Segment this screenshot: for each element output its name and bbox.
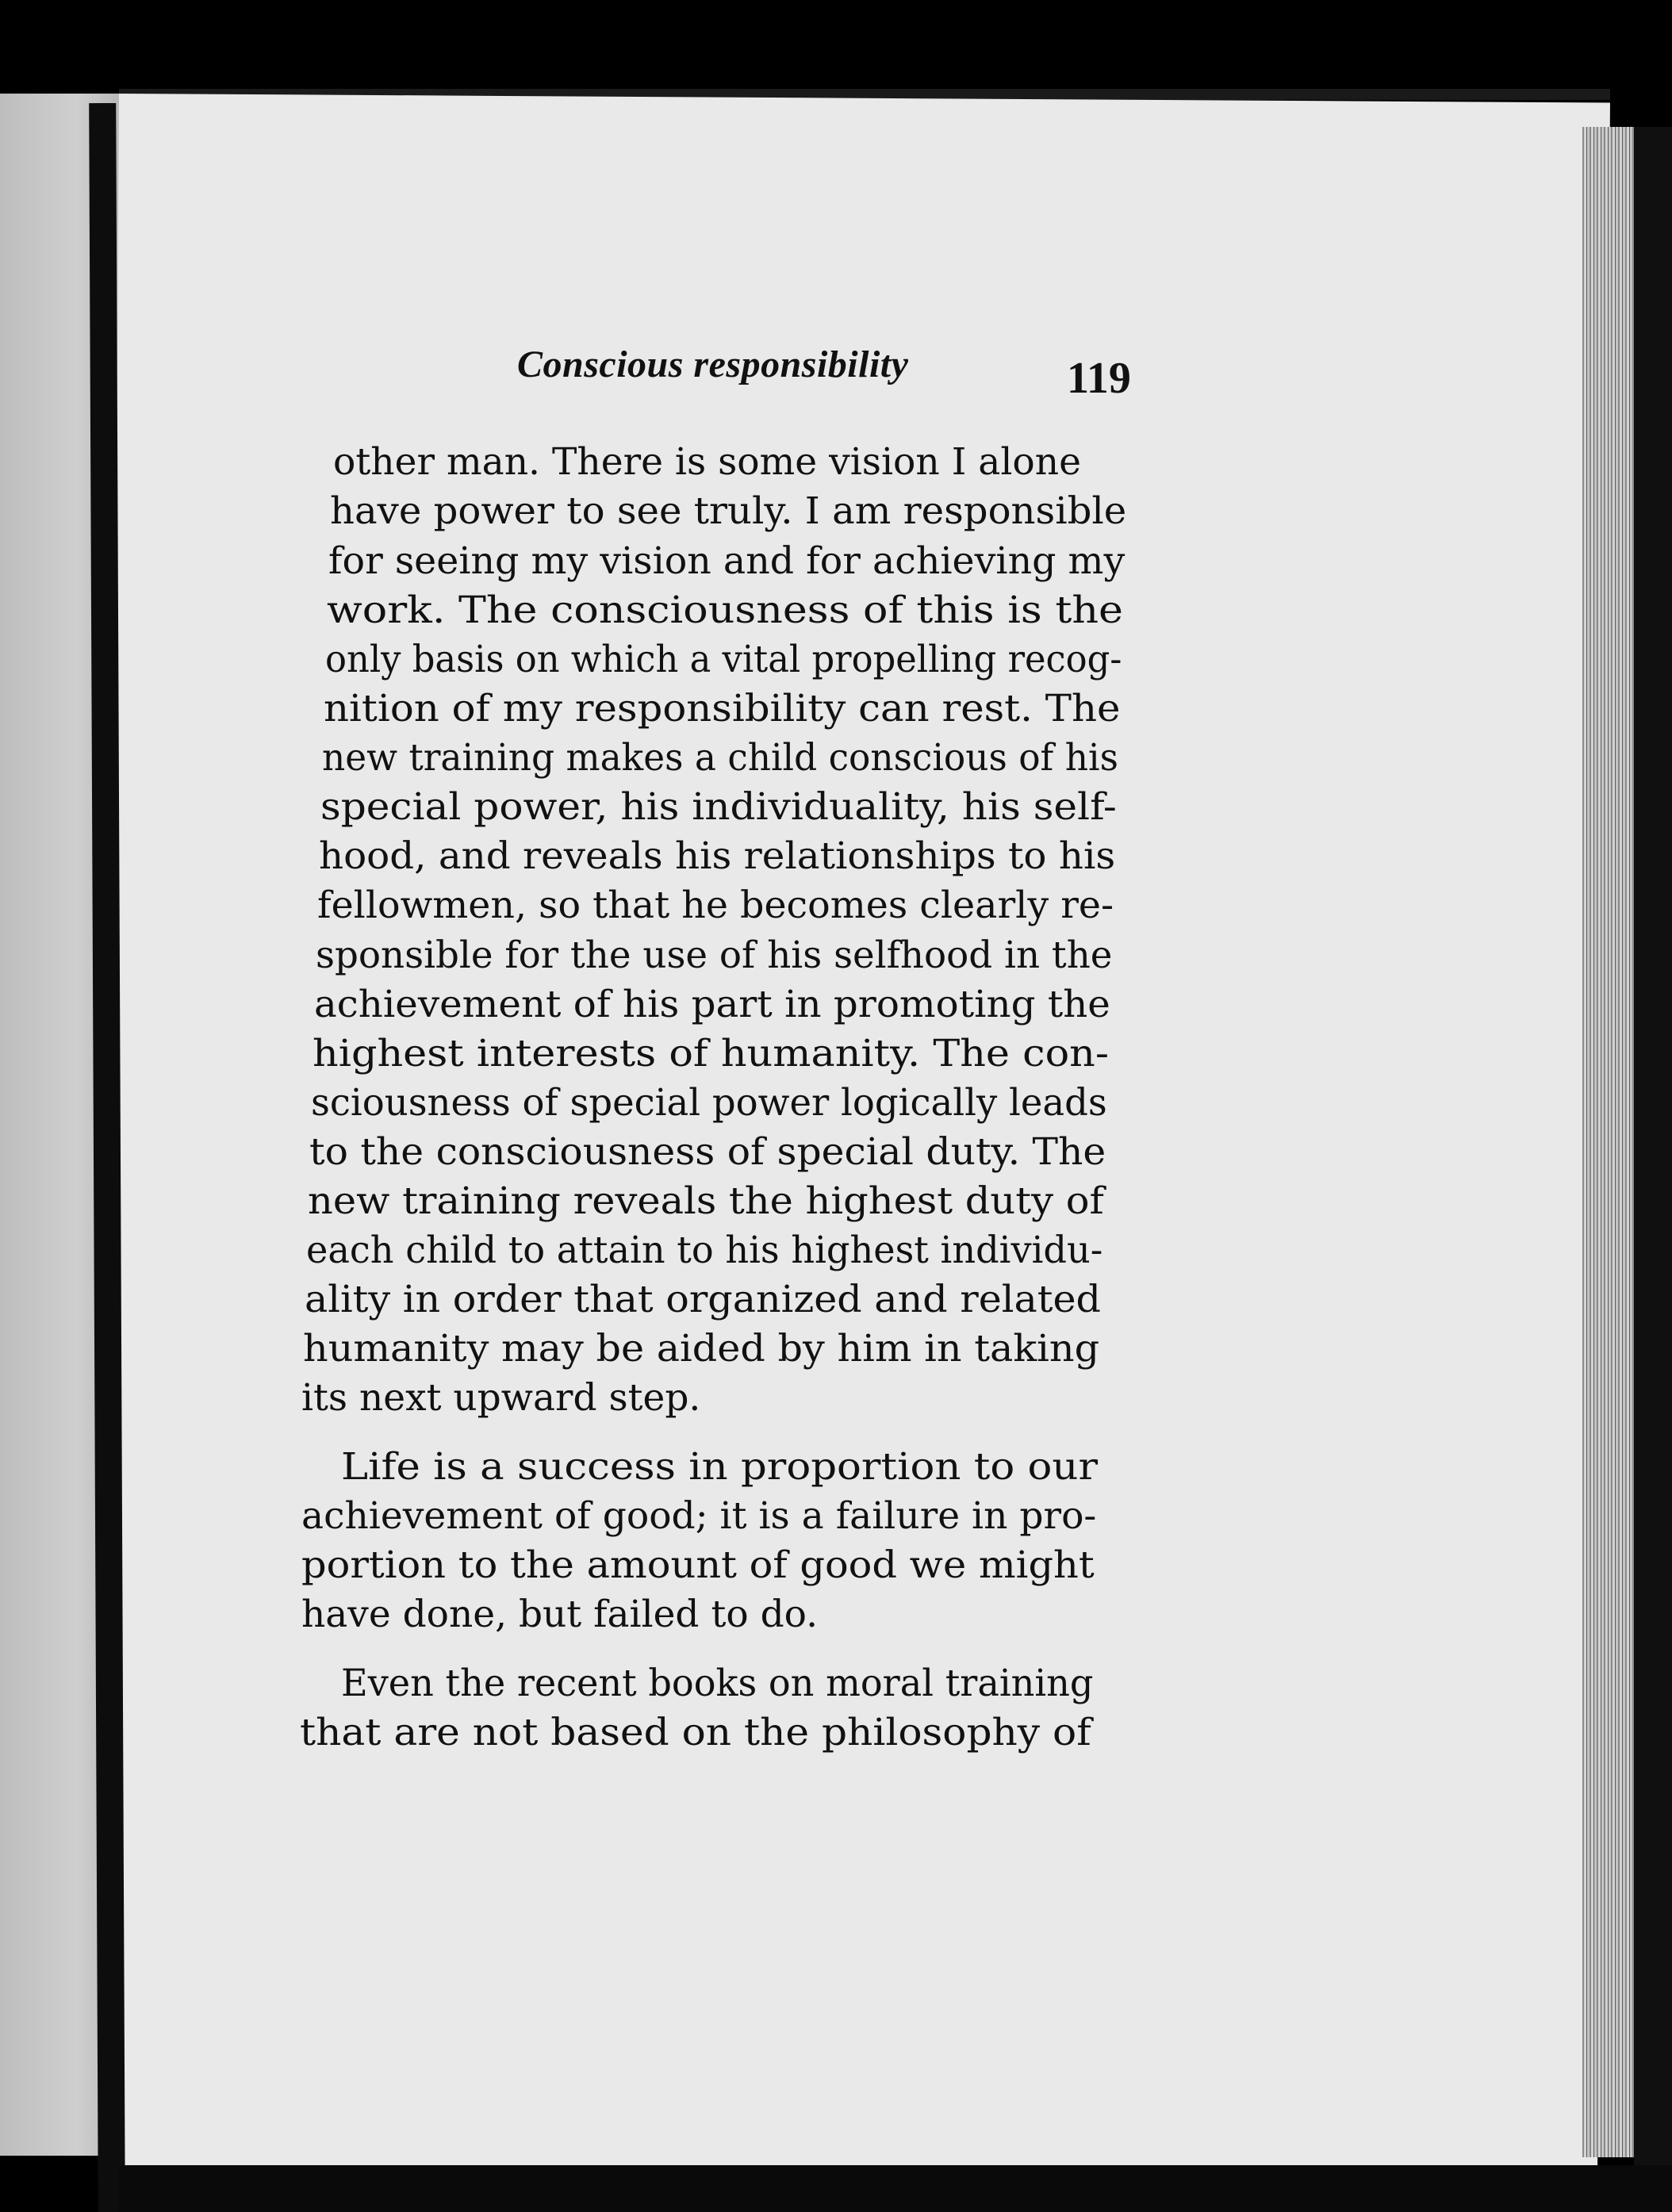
page-number: 119 xyxy=(1067,354,1131,403)
body-line-6: nition of my responsibility can rest. The xyxy=(324,687,1121,730)
body-line-20: its next upward step. xyxy=(301,1376,701,1420)
body-line-2: have power to see truly. I am responsible xyxy=(330,489,1127,533)
body-line-15: to the consciousness of special duty. The xyxy=(309,1130,1106,1174)
body-line-3: for seeing my vision and for achieving my xyxy=(328,539,1126,583)
body-line-26: that are not based on the philosophy of xyxy=(300,1711,1091,1754)
body-line-9: hood, and reveals his relationships to his xyxy=(319,834,1116,878)
body-line-14: sciousness of special power logically leads xyxy=(311,1081,1107,1125)
body-line-25: Even the recent books on moral training xyxy=(341,1662,1094,1705)
body-line-10: fellowmen, so that he becomes clearly re- xyxy=(317,884,1114,927)
body-line-16: new training reveals the highest duty of xyxy=(308,1179,1104,1223)
body-line-5: only basis on which a vital propelling recog- xyxy=(325,638,1122,681)
body-line-1: other man. There is some vision I alone xyxy=(333,440,1081,484)
body-line-13: highest interests of humanity. The con- xyxy=(313,1032,1110,1075)
body-line-24: have done, but failed to do. xyxy=(301,1593,819,1636)
running-head: Conscious responsibility xyxy=(517,343,909,385)
body-line-4: work. The consciousness of this is the xyxy=(327,588,1123,632)
body-line-21: Life is a success in proportion to our xyxy=(341,1445,1098,1489)
body-line-8: special power, his individuality, his self- xyxy=(320,785,1117,829)
body-line-22: achievement of good; it is a failure in pro- xyxy=(301,1494,1097,1538)
body-line-7: new training makes a child conscious of his xyxy=(322,736,1118,780)
body-line-17: each child to attain to his highest individu- xyxy=(306,1229,1103,1272)
body-line-11: sponsible for the use of his selfhood in the xyxy=(316,933,1113,977)
body-line-12: achievement of his part in promoting the xyxy=(314,983,1110,1026)
body-line-18: ality in order that organized and related xyxy=(305,1278,1101,1321)
body-line-23: portion to the amount of good we might xyxy=(301,1543,1095,1587)
body-line-19: humanity may be aided by him in taking xyxy=(303,1327,1100,1371)
